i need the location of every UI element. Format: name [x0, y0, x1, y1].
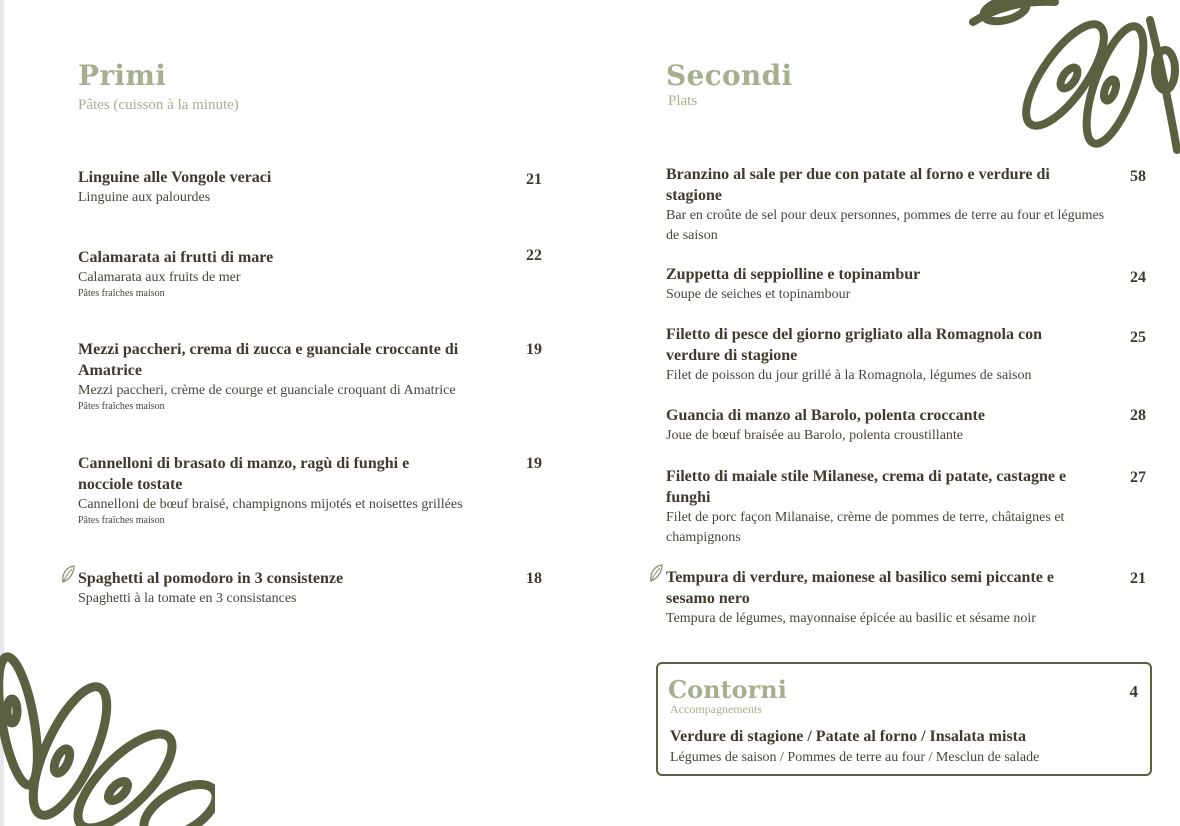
dish-price: 28 — [1130, 407, 1146, 424]
dish-price: 21 — [526, 171, 542, 188]
dish-description: Cannelloni de bœuf braisé, champignons mijotés et noisettes grillées — [78, 497, 463, 512]
dish-description: Calamarata aux fruits de mer — [78, 270, 241, 285]
contorni-items: Verdure di stagione / Patate al forno / Insalata mista — [670, 728, 1026, 745]
dish-price: 22 — [526, 247, 542, 264]
dish-name: Calamarata ai frutti di mare — [78, 249, 274, 266]
menu-item — [666, 164, 1150, 246]
contorni-box — [656, 662, 1152, 776]
primi-title: Primi — [78, 59, 167, 92]
dish-description: Mezzi paccheri, crème de courge et guanciale croquant di Amatrice — [78, 383, 456, 398]
menu-item — [78, 247, 548, 300]
menu-item — [666, 405, 1150, 446]
leaf-ornament-icon — [0, 651, 215, 826]
dish-price: 21 — [1130, 570, 1146, 587]
dish-note: Pâtes fraîches maison — [78, 288, 165, 299]
dish-price: 24 — [1130, 269, 1146, 286]
menu-item — [78, 339, 548, 413]
secondi-subtitle: Plats — [668, 93, 698, 109]
dish-name: Spaghetti al pomodoro in 3 consistenze — [78, 570, 344, 587]
menu-item — [666, 567, 1150, 629]
menu-item — [78, 167, 548, 208]
contorni-subtitle: Accompagnements — [670, 702, 762, 716]
dish-description: Filet de porc façon Milanaise, crème de pommes de terre, châtaignes et champignons — [666, 510, 1065, 545]
menu-item — [666, 324, 1150, 386]
dish-price: 18 — [526, 570, 542, 587]
menu-item — [78, 568, 548, 609]
menu-item — [78, 453, 548, 527]
dish-note: Pâtes fraîches maison — [78, 401, 165, 412]
dish-name: Mezzi paccheri, crema di zucca e guanciale croccante di Amatrice — [78, 341, 459, 379]
dish-name: Filetto di maiale stile Milanese, crema di patate, castagne e funghi — [666, 468, 1067, 506]
dish-description: Linguine aux palourdes — [78, 190, 211, 205]
contorni-description: Légumes de saison / Pommes de terre au four / Mesclun de salade — [670, 750, 1040, 765]
dish-description: Filet de poisson du jour grillé à la Romagnola, légumes de saison — [666, 368, 1032, 383]
dish-description: Tempura de légumes, mayonnaise épicée au basilic et sésame noir — [666, 611, 1036, 626]
dish-note: Pâtes fraîches maison — [78, 515, 165, 526]
secondi-title: Secondi — [666, 59, 793, 92]
dish-name: Cannelloni di brasato di manzo, ragù di funghi e nocciole tostate — [78, 455, 410, 493]
dish-price: 19 — [526, 455, 542, 472]
contorni-title: Contorni — [668, 675, 787, 704]
leaf-icon — [60, 564, 76, 584]
dish-description: Spaghetti à la tomate en 3 consistances — [78, 591, 297, 606]
dish-name: Tempura di verdure, maionese al basilico semi piccante e sesamo nero — [666, 569, 1054, 607]
dish-price: 25 — [1130, 329, 1146, 346]
dish-description: Joue de bœuf braisée au Barolo, polenta croustillante — [666, 428, 964, 443]
dish-name: Branzino al sale per due con patate al forno e verdure di stagione — [666, 166, 1050, 204]
dish-price: 58 — [1130, 168, 1146, 185]
leaf-ornament-icon — [965, 0, 1180, 155]
contorni-price: 4 — [1129, 682, 1138, 701]
leaf-icon — [648, 563, 664, 583]
dish-description: Bar en croûte de sel pour deux personnes, pommes de terre au four et légumes de saison — [666, 208, 1105, 243]
dish-name: Filetto di pesce del giorno grigliato alla Romagnola con verdure di stagione — [666, 326, 1042, 364]
dish-price: 27 — [1130, 469, 1146, 486]
menu-item — [666, 466, 1150, 548]
dish-name: Guancia di manzo al Barolo, polenta croccante — [666, 407, 985, 424]
dish-name: Zuppetta di seppiolline e topinambur — [666, 266, 921, 283]
primi-subtitle: Pâtes (cuisson à la minute) — [78, 97, 239, 113]
dish-price: 19 — [526, 341, 542, 358]
menu-item — [666, 264, 1150, 305]
dish-description: Soupe de seiches et topinambour — [666, 287, 851, 302]
dish-name: Linguine alle Vongole veraci — [78, 169, 272, 186]
